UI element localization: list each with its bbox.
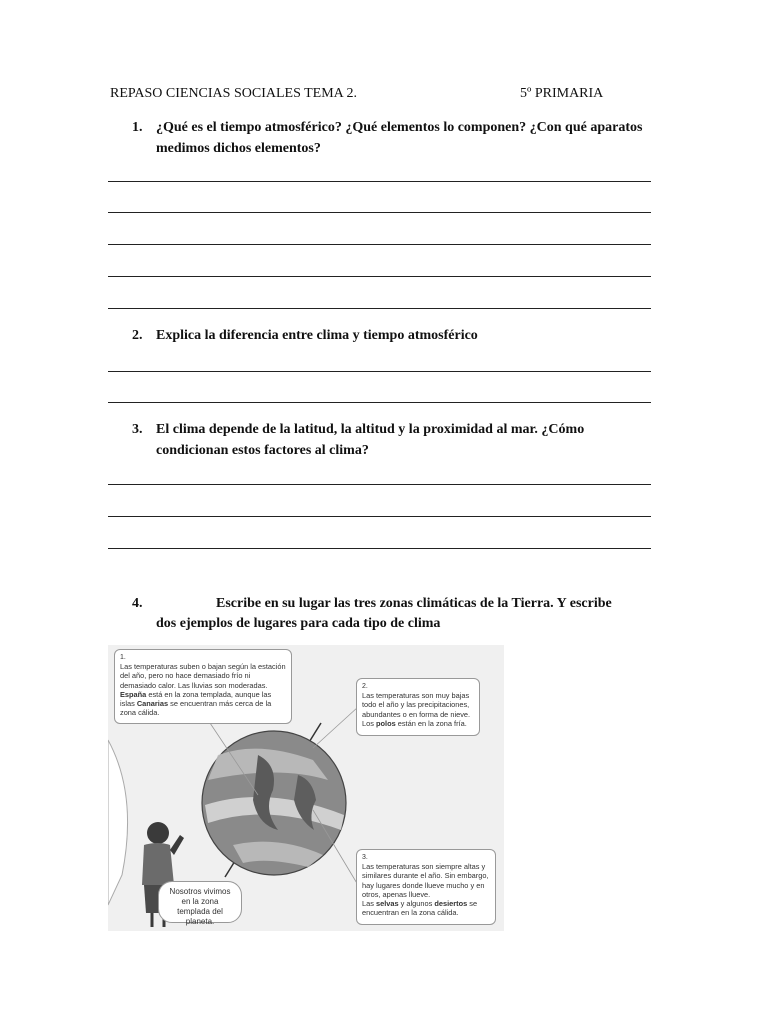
climate-zone-box-3 xyxy=(356,849,496,925)
answer-line[interactable] xyxy=(108,181,651,182)
box-bold: España xyxy=(120,689,147,699)
box-text: están en la zona fría. xyxy=(395,718,467,728)
grade-label: 5º PRIMARIA xyxy=(520,86,604,101)
box-text: y algunos xyxy=(398,899,435,909)
answer-line[interactable] xyxy=(108,484,651,485)
box-bold: selvas xyxy=(375,899,399,909)
question-3 xyxy=(132,419,652,461)
answer-line[interactable] xyxy=(108,276,651,277)
worksheet-header xyxy=(110,86,630,102)
box-bold: Canarias xyxy=(136,699,169,709)
answer-line[interactable] xyxy=(108,402,651,403)
box-text: Las temperaturas son siempre altas y similares durante el año. Sin embargo, hay lugares donde llueve mucho y en otros, apenas llueve. xyxy=(362,862,489,899)
climate-zone-box-1 xyxy=(114,649,292,724)
box-text: está en la zona templada, aunque las islas xyxy=(120,689,272,709)
question-text: dos ejemplos de lugares para cada tipo de clima xyxy=(156,616,441,631)
box-number: 2. xyxy=(362,683,368,690)
box-bold: desiertos xyxy=(434,899,468,909)
question-2 xyxy=(132,325,652,346)
climate-zones-illustration xyxy=(108,645,504,931)
box-text: Las xyxy=(362,899,376,909)
answer-line[interactable] xyxy=(108,516,651,517)
answer-line[interactable] xyxy=(108,371,651,372)
question-text: Escribe en su lugar las tres zonas climáticas de la Tierra. Y escribe xyxy=(216,596,612,611)
box-text: Los xyxy=(362,718,376,728)
answer-line[interactable] xyxy=(108,244,651,245)
worksheet-title: REPASO CIENCIAS SOCIALES TEMA 2. xyxy=(110,86,357,101)
question-text: ¿Qué es el tiempo atmosférico? ¿Qué elementos lo componen? ¿Con qué aparatos medimos dichos elementos? xyxy=(156,120,643,156)
box-text: se encuentran en la zona cálida. xyxy=(362,899,478,918)
question-1 xyxy=(132,117,652,159)
box-bold: polos xyxy=(375,718,396,728)
speech-bubble: Nosotros vivimos en la zona templada del planeta. xyxy=(158,881,242,923)
question-number: 3. xyxy=(132,422,143,437)
answer-line[interactable] xyxy=(108,212,651,213)
question-number: 2. xyxy=(132,328,143,343)
box-number: 1. xyxy=(120,654,126,661)
answer-line[interactable] xyxy=(108,548,651,549)
question-text: Explica la diferencia entre clima y tiempo atmosférico xyxy=(156,328,478,343)
box-text: Las temperaturas son muy bajas todo el año y las precipitaciones, abundantes o en forma de nieve. xyxy=(362,691,471,719)
box-number: 3. xyxy=(362,854,368,861)
question-text: El clima depende de la latitud, la altitud y la proximidad al mar. ¿Cómo condicionan estos factores al clima? xyxy=(156,422,585,458)
question-number: 4. xyxy=(132,596,143,611)
box-text: Las temperaturas suben o bajan según la estación del año, pero no hace demasiado frío ni demasiado calor. Las lluvias son moderadas. xyxy=(120,662,286,690)
climate-zone-box-2 xyxy=(356,678,480,736)
answer-line[interactable] xyxy=(108,308,651,309)
box-text: se encuentran más cerca de la zona cálida. xyxy=(120,699,272,718)
question-number: 1. xyxy=(132,120,143,135)
